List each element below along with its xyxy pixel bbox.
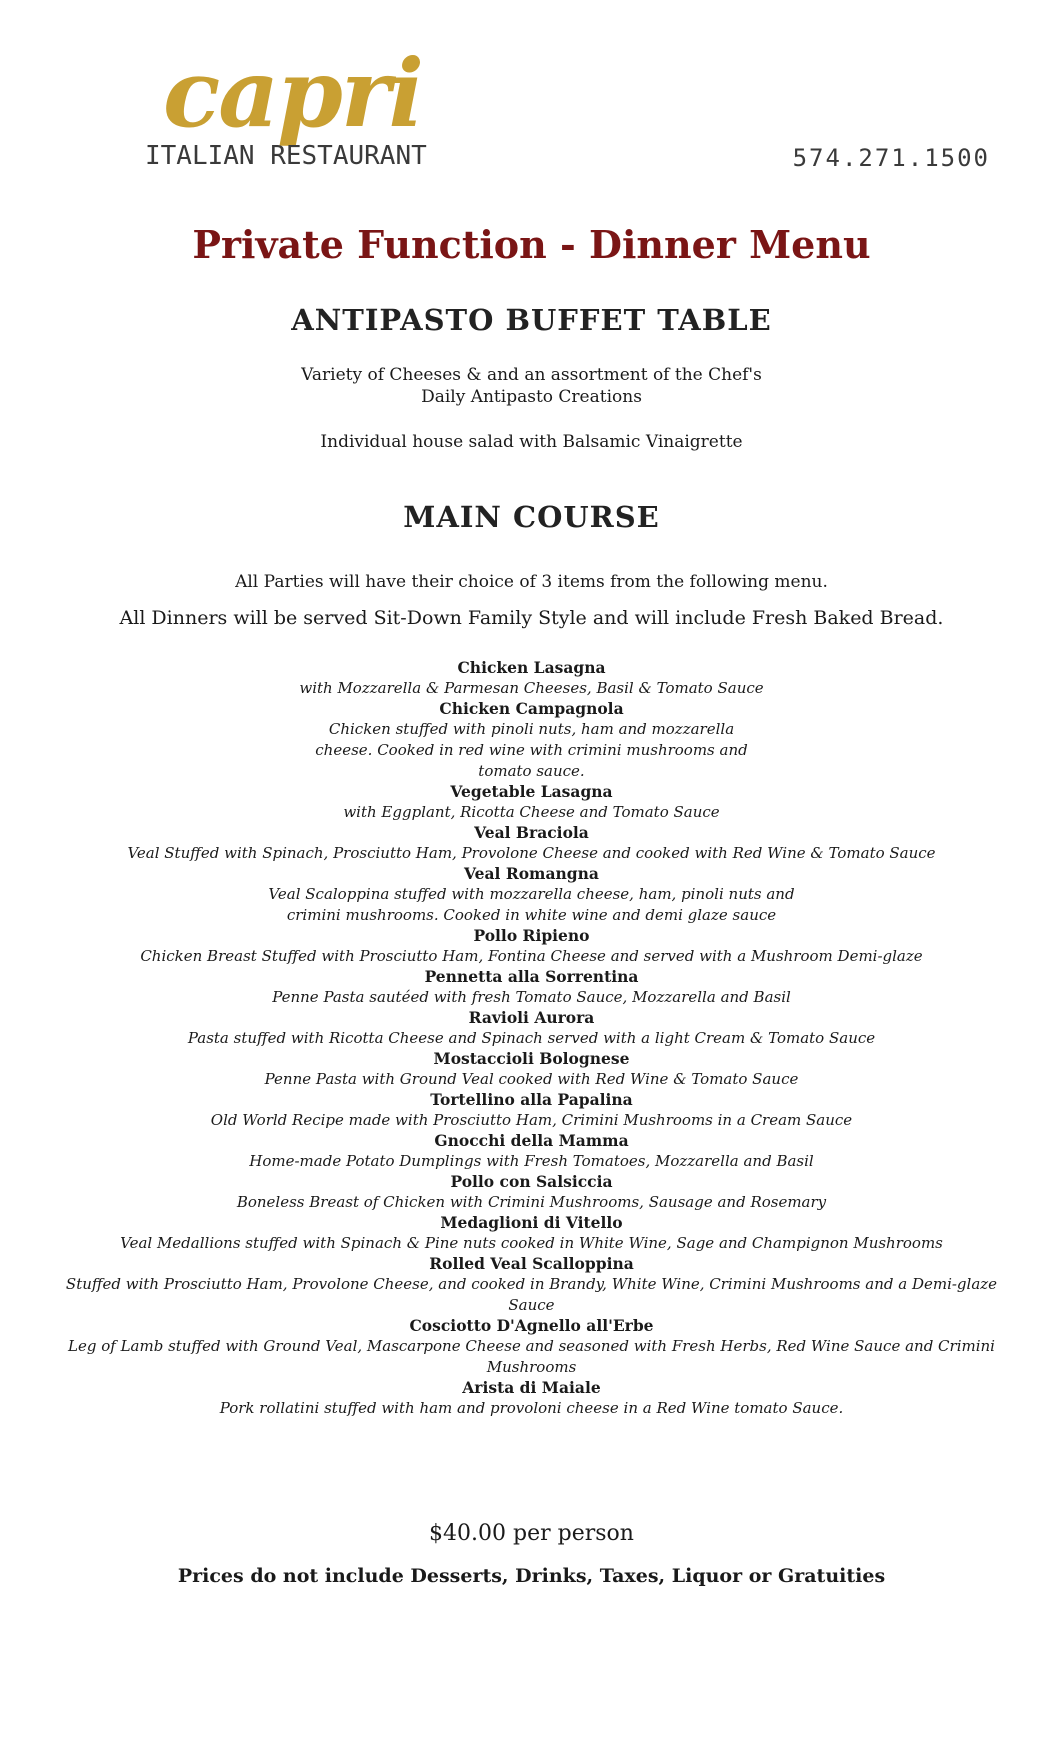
dish-name: Ravioli Aurora [468, 1008, 595, 1027]
dish-name: Chicken Campagnola [439, 699, 624, 718]
dish-item [60, 864, 1003, 926]
restaurant-logo [145, 39, 455, 185]
dish-description: Penne Pasta with Ground Veal cooked with Red Wine & Tomato Sauce [264, 1070, 799, 1088]
dish-item [60, 1008, 1003, 1049]
dish-description: Pasta stuffed with Ricotta Cheese and Spinach served with a light Cream & Tomato Sauce [187, 1029, 876, 1047]
page-title: Private Function - Dinner Menu [192, 222, 871, 267]
dish-name: Pennetta alla Sorrentina [424, 967, 639, 986]
dish-description: Home-made Potato Dumplings with Fresh Tomatoes, Mozzarella and Basil [249, 1152, 814, 1170]
dish-name: Medaglioni di Vitello [440, 1213, 623, 1232]
dish-name: Cosciotto D'Agnello all'Erbe [409, 1316, 654, 1335]
price-per-person: $40.00 per person [429, 1521, 634, 1546]
dish-name: Veal Braciola [474, 823, 589, 842]
dish-item [60, 782, 1003, 823]
dish-item [60, 1213, 1003, 1254]
dish-item [60, 1254, 1003, 1316]
dish-name: Mostaccioli Bolognese [433, 1049, 630, 1068]
dish-item [60, 1378, 1003, 1419]
dish-description: Veal Stuffed with Spinach, Prosciutto Ham, Provolone Cheese and cooked with Red Wine & Tomato Sauce [127, 844, 936, 862]
dish-item [60, 967, 1003, 1008]
phone-number: 574.271.1500 [792, 144, 990, 172]
dish-item [60, 699, 1003, 782]
dish-item [60, 926, 1003, 967]
antipasto-salad: Individual house salad with Balsamic Vinaigrette [320, 432, 743, 452]
dish-name: Rolled Veal Scalloppina [429, 1254, 634, 1273]
dish-name: Arista di Maiale [462, 1378, 601, 1397]
dish-description: Stuffed with Prosciutto Ham, Provolone Cheese, and cooked in Brandy, White Wine, Crimini Mushrooms and a Demi-glaze Sauce [65, 1275, 998, 1314]
main-course-heading: MAIN COURSE [403, 500, 660, 534]
dish-description: with Eggplant, Ricotta Cheese and Tomato Sauce [343, 803, 720, 821]
dish-description: Pork rollatini stuffed with ham and provoloni cheese in a Red Wine tomato Sauce. [219, 1399, 844, 1417]
dish-name: Tortellino alla Papalina [430, 1090, 633, 1109]
dish-item [60, 1316, 1003, 1378]
dish-description: Leg of Lamb stuffed with Ground Veal, Mascarpone Cheese and seasoned with Fresh Herbs, Red Wine Sauce and Crimini Mushrooms [68, 1337, 995, 1376]
dish-name: Vegetable Lasagna [450, 782, 613, 801]
dish-description: Veal Medallions stuffed with Spinach & Pine nuts cooked in White Wine, Sage and Champignon Mushrooms [120, 1234, 943, 1252]
main-course-note-2: All Dinners will be served Sit-Down Family Style and will include Fresh Baked Bread. [119, 607, 944, 629]
dish-name: Chicken Lasagna [457, 658, 606, 677]
logo-script-text: capri [163, 39, 423, 149]
dish-item [60, 1049, 1003, 1090]
dish-description: Chicken Breast Stuffed with Prosciutto Ham, Fontina Cheese and served with a Mushroom Demi-glaze [140, 947, 923, 965]
dish-description: with Mozzarella & Parmesan Cheeses, Basil & Tomato Sauce [299, 679, 764, 697]
dish-description: Penne Pasta sautéed with fresh Tomato Sauce, Mozzarella and Basil [272, 988, 791, 1006]
dish-item [60, 1090, 1003, 1131]
dish-description: Veal Scaloppina stuffed with mozzarella cheese, ham, pinoli nuts and crimini mushrooms. Cooked in white wine and demi glaze sauce [268, 885, 795, 924]
dish-item [60, 1172, 1003, 1213]
dish-item [60, 658, 1003, 699]
dish-description: Old World Recipe made with Prosciutto Ham, Crimini Mushrooms in a Cream Sauce [210, 1111, 853, 1129]
antipasto-line-2: Daily Antipasto Creations [421, 387, 642, 407]
dish-name: Pollo con Salsiccia [450, 1172, 613, 1191]
antipasto-line-1: Variety of Cheeses & and an assortment of the Chef's [301, 365, 762, 385]
antipasto-heading: ANTIPASTO BUFFET TABLE [291, 303, 772, 337]
dish-description: Boneless Breast of Chicken with Crimini Mushrooms, Sausage and Rosemary [236, 1193, 827, 1211]
dish-list [60, 658, 1003, 1419]
logo-subtitle: ITALIAN RESTAURANT [145, 141, 427, 171]
dish-name: Veal Romangna [464, 864, 599, 883]
dish-item [60, 823, 1003, 864]
price-footnote: Prices do not include Desserts, Drinks, Taxes, Liquor or Gratuities [177, 1565, 886, 1587]
dish-description: Chicken stuffed with pinoli nuts, ham and mozzarella cheese. Cooked in red wine with crimini mushrooms and tomato sauce. [315, 720, 748, 780]
main-course-note-1: All Parties will have their choice of 3 items from the following menu. [235, 572, 828, 592]
dish-item [60, 1131, 1003, 1172]
dish-name: Gnocchi della Mamma [434, 1131, 629, 1150]
dish-name: Pollo Ripieno [473, 926, 590, 945]
